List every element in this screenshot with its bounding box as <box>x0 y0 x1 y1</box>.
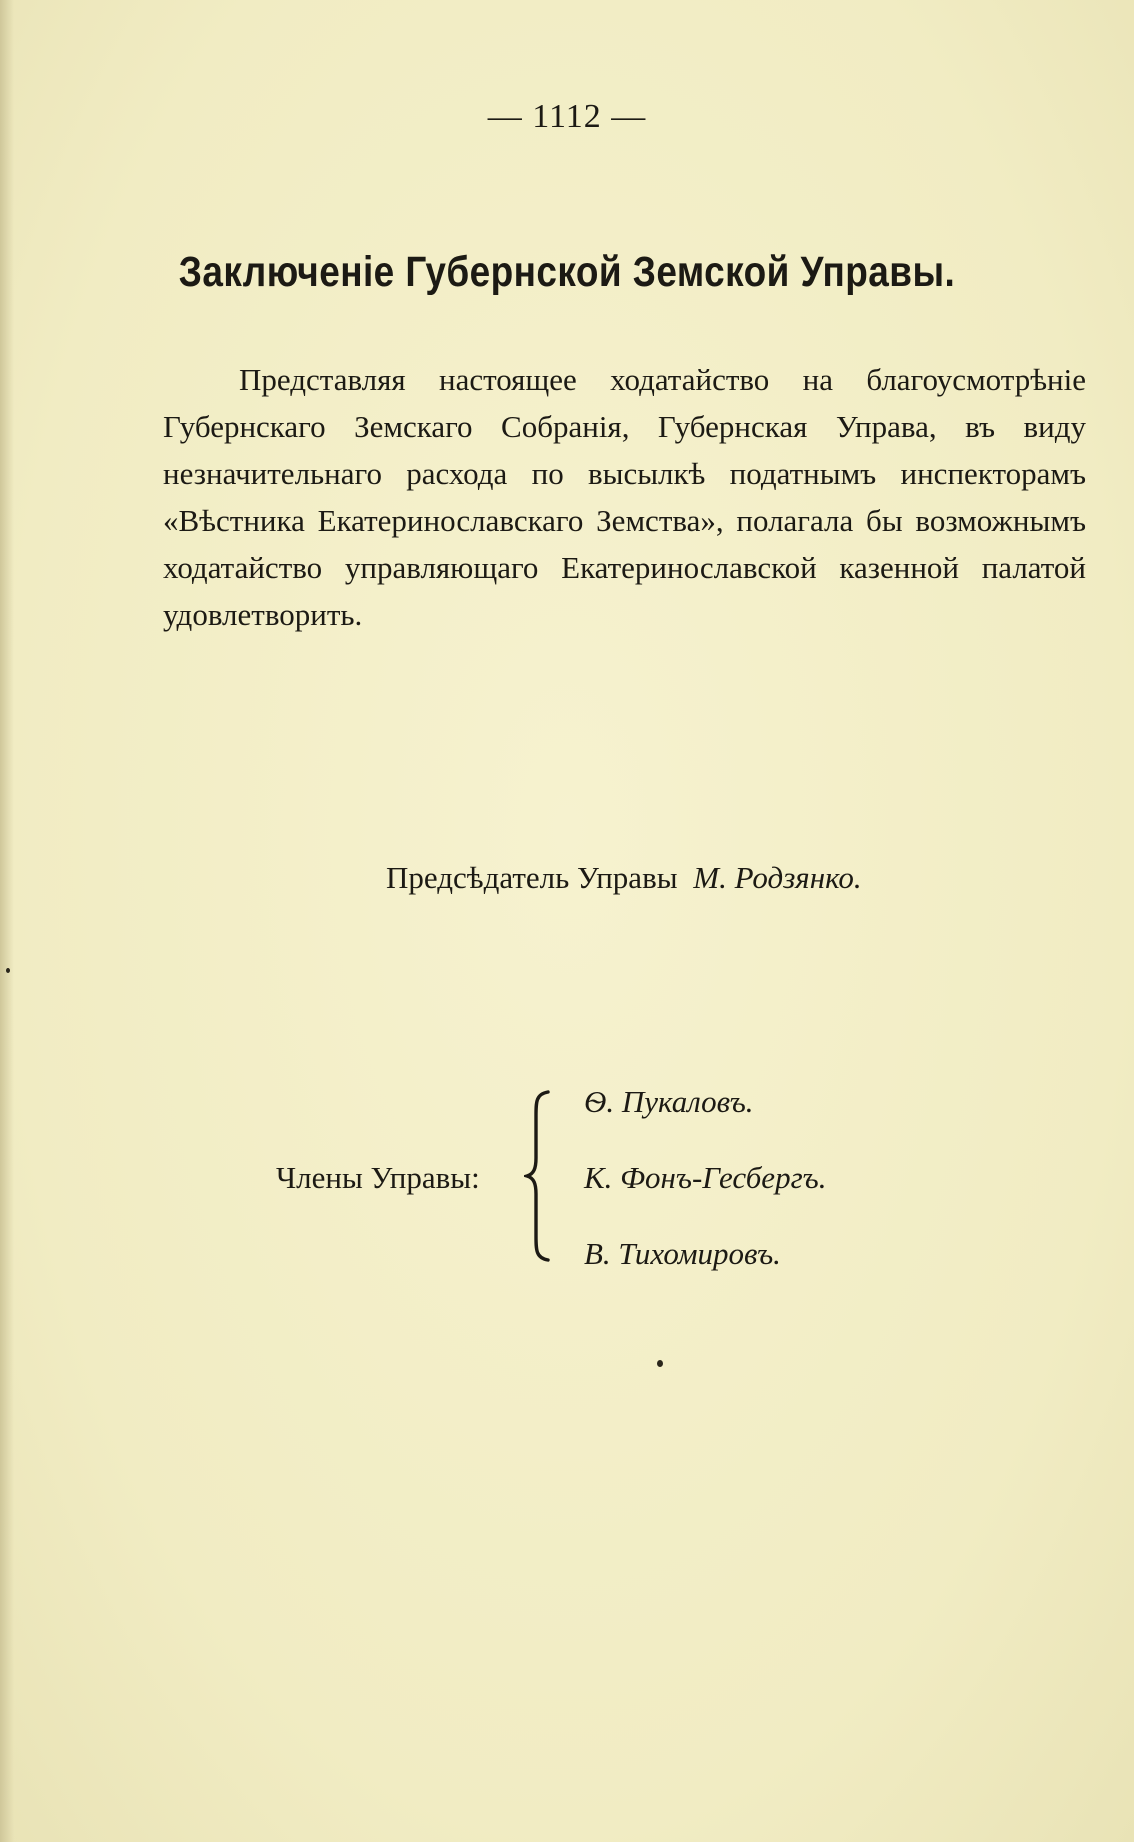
member-name: Ѳ. Пукаловъ. <box>584 1084 754 1119</box>
page-edge-shadow <box>0 0 14 1842</box>
members-label: Члены Управы: <box>276 1160 480 1195</box>
ink-speck <box>657 1360 663 1367</box>
ink-speck <box>6 968 10 973</box>
chairman-name: М. Родзянко. <box>693 860 862 895</box>
body-text <box>163 356 1086 638</box>
member-name: В. Тихомировъ. <box>584 1236 781 1271</box>
chairman-label: Предсѣдатель Управы <box>386 860 678 895</box>
main-paragraph: Представляя настоящее ходатайство на благоусмотрѣнiе Губернскаго Земскаго Собранiя, Губернская Управа, въ виду незначительнаго расхода по высылкѣ податнымъ инспекторамъ «Вѣстника Екатеринославскаго Земства», полагала бы возможнымъ ходатайство управляющаго Екатеринославской казенной палатой удовлетворить. <box>163 362 1086 632</box>
chairman-signature-line <box>386 860 862 896</box>
page-title: Заключенiе Губернской Земской Управы. <box>178 248 956 296</box>
member-name: К. Фонъ-Гесбергъ. <box>584 1160 827 1195</box>
curly-brace-icon <box>524 1088 554 1264</box>
page-number: — 1112 — <box>487 98 647 135</box>
